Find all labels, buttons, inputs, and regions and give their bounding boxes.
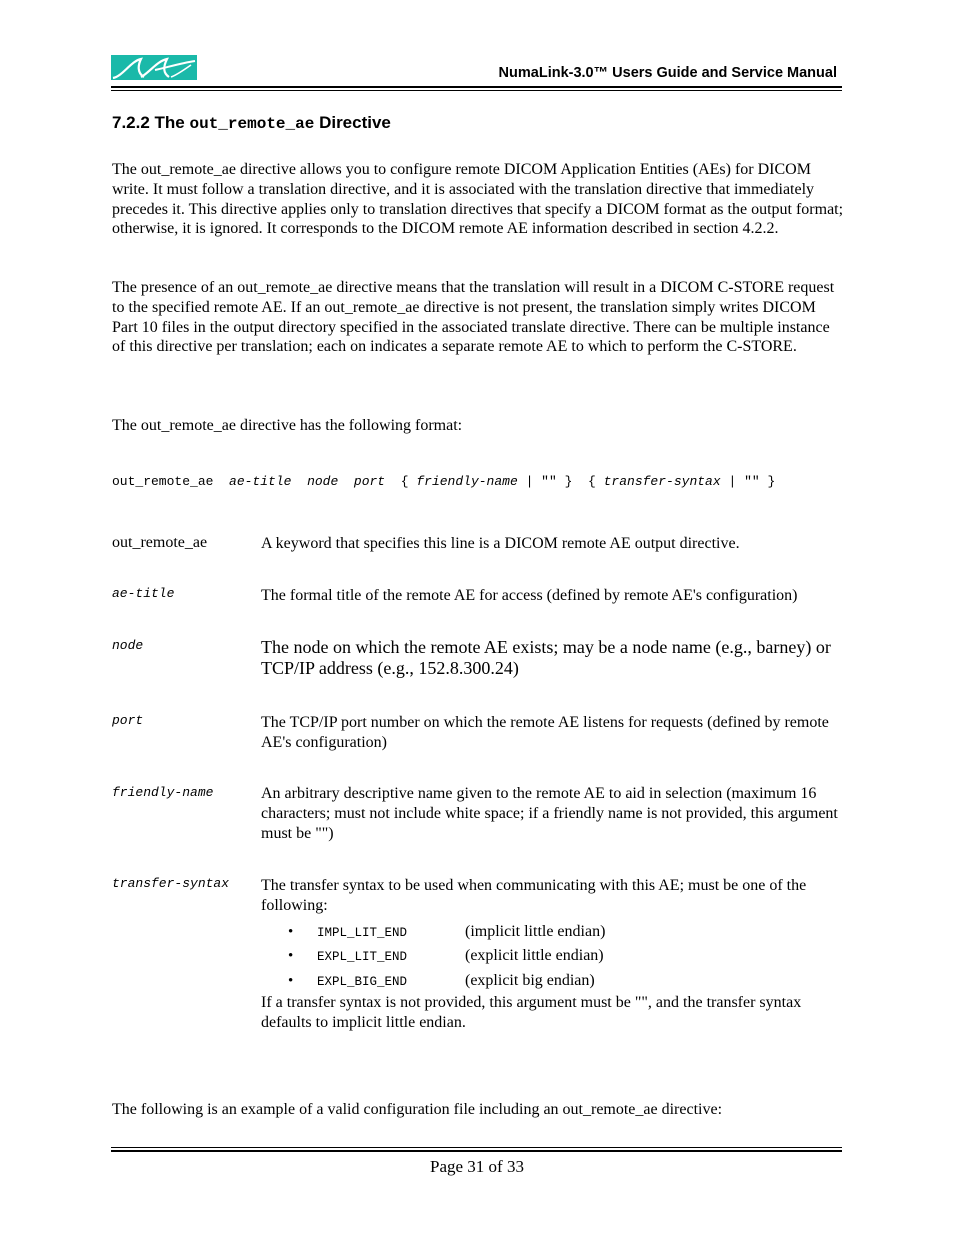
format-separator: | "" } — [525, 474, 573, 489]
syntax-option-meaning: (implicit little endian) — [465, 922, 606, 940]
section-keyword: out_remote_ae — [189, 115, 315, 133]
definition-term: ae-title — [112, 586, 175, 601]
syntax-option-meaning: (explicit big endian) — [465, 971, 595, 989]
footer-rule-thick — [111, 1150, 842, 1152]
definition-description: The formal title of the remote AE for access (defined by remote AE's configuration) — [261, 587, 798, 604]
syntax-option-code: EXPL_BIG_END — [317, 974, 408, 989]
format-brace: { — [588, 474, 596, 489]
header-rule-thin — [111, 90, 842, 91]
definition-description: The transfer syntax to be used when communicating with this AE; must be one of the following: — [261, 877, 807, 914]
closing-paragraph: The following is an example of a valid configuration file including an out_remote_ae directive: — [112, 1101, 723, 1118]
definition-term: out_remote_ae — [112, 534, 208, 551]
format-separator: | "" } — [728, 474, 776, 489]
syntax-note: If a transfer syntax is not provided, this argument must be "", and the transfer syntax defaults to implicit little endian. — [261, 994, 802, 1031]
document-header-title: NumaLink-3.0™ Users Guide and Service Manual — [498, 65, 837, 81]
list-item — [261, 969, 843, 994]
format-port: port — [353, 474, 386, 489]
list-item — [261, 944, 843, 969]
definition-description: A keyword that specifies this line is a DICOM remote AE output directive. — [261, 535, 740, 552]
intro-paragraph: The out_remote_ae directive allows you to configure remote DICOM Application Entities (AEs) for DICOM write. It must follow a translation directive, and it is associated with the translation directive that immediately precedes it. This directive applies only to translation directives that specify a DICOM format as the output format; otherwise, it is ignored. It corresponds to the DICOM remote AE information described in section 4.2.2. — [112, 161, 844, 238]
definition-description: An arbitrary descriptive name given to the remote AE to aid in selection (maximum 16 characters; must not include white space; if a friendly name is not provided, this argument must be "") — [261, 785, 838, 842]
definition-term: transfer-syntax — [112, 876, 230, 891]
section-heading — [112, 113, 391, 133]
transfer-syntax-description — [261, 876, 843, 1033]
format-transfer-syntax: transfer-syntax — [603, 474, 721, 489]
bullet-icon: • — [288, 972, 294, 989]
syntax-option-code: IMPL_LIT_END — [317, 925, 408, 940]
bullet-icon: • — [288, 948, 294, 965]
definition-description: The node on which the remote AE exists; may be a node name (e.g., barney) or TCP/IP address (e.g., 152.8.300.24) — [261, 637, 831, 678]
section-suffix: Directive — [319, 113, 391, 132]
page-number: Page 31 of 33 — [430, 1157, 524, 1176]
definition-term: friendly-name — [112, 785, 214, 800]
syntax-option-meaning: (explicit little endian) — [465, 947, 604, 965]
definition-term: node — [112, 638, 144, 653]
syntax-option-code: EXPL_LIT_END — [317, 950, 408, 965]
section-number: 7.2.2 The — [112, 113, 185, 132]
directive-format-line — [112, 474, 775, 489]
definition-term: port — [112, 713, 144, 728]
format-keyword: out_remote_ae — [112, 474, 214, 489]
format-brace: { — [400, 474, 409, 489]
intro-paragraph: The presence of an out_remote_ae directive means that the translation will result in a DICOM C-STORE request to the specified remote AE. If an out_remote_ae directive is not present, the translation simply writes DICOM Part 10 files in the output directory specified in the associated translate directive. There can be multiple instance of this directive per translation; each on indicates a separate remote AE to which to perform the C-STORE. — [112, 279, 835, 356]
format-ae-title: ae-title — [229, 474, 292, 489]
bullet-icon: • — [288, 923, 294, 940]
company-logo — [111, 55, 197, 80]
list-item — [261, 920, 843, 945]
footer-rule-thin — [111, 1147, 842, 1148]
format-friendly-name: friendly-name — [416, 474, 518, 489]
format-node: node — [307, 474, 339, 489]
syntax-options-list — [261, 920, 843, 994]
intro-paragraph: The out_remote_ae directive has the following format: — [112, 417, 463, 434]
definition-description: The TCP/IP port number on which the remote AE listens for requests (defined by remote AE's configuration) — [261, 714, 829, 751]
header-rule-thick — [111, 86, 842, 88]
